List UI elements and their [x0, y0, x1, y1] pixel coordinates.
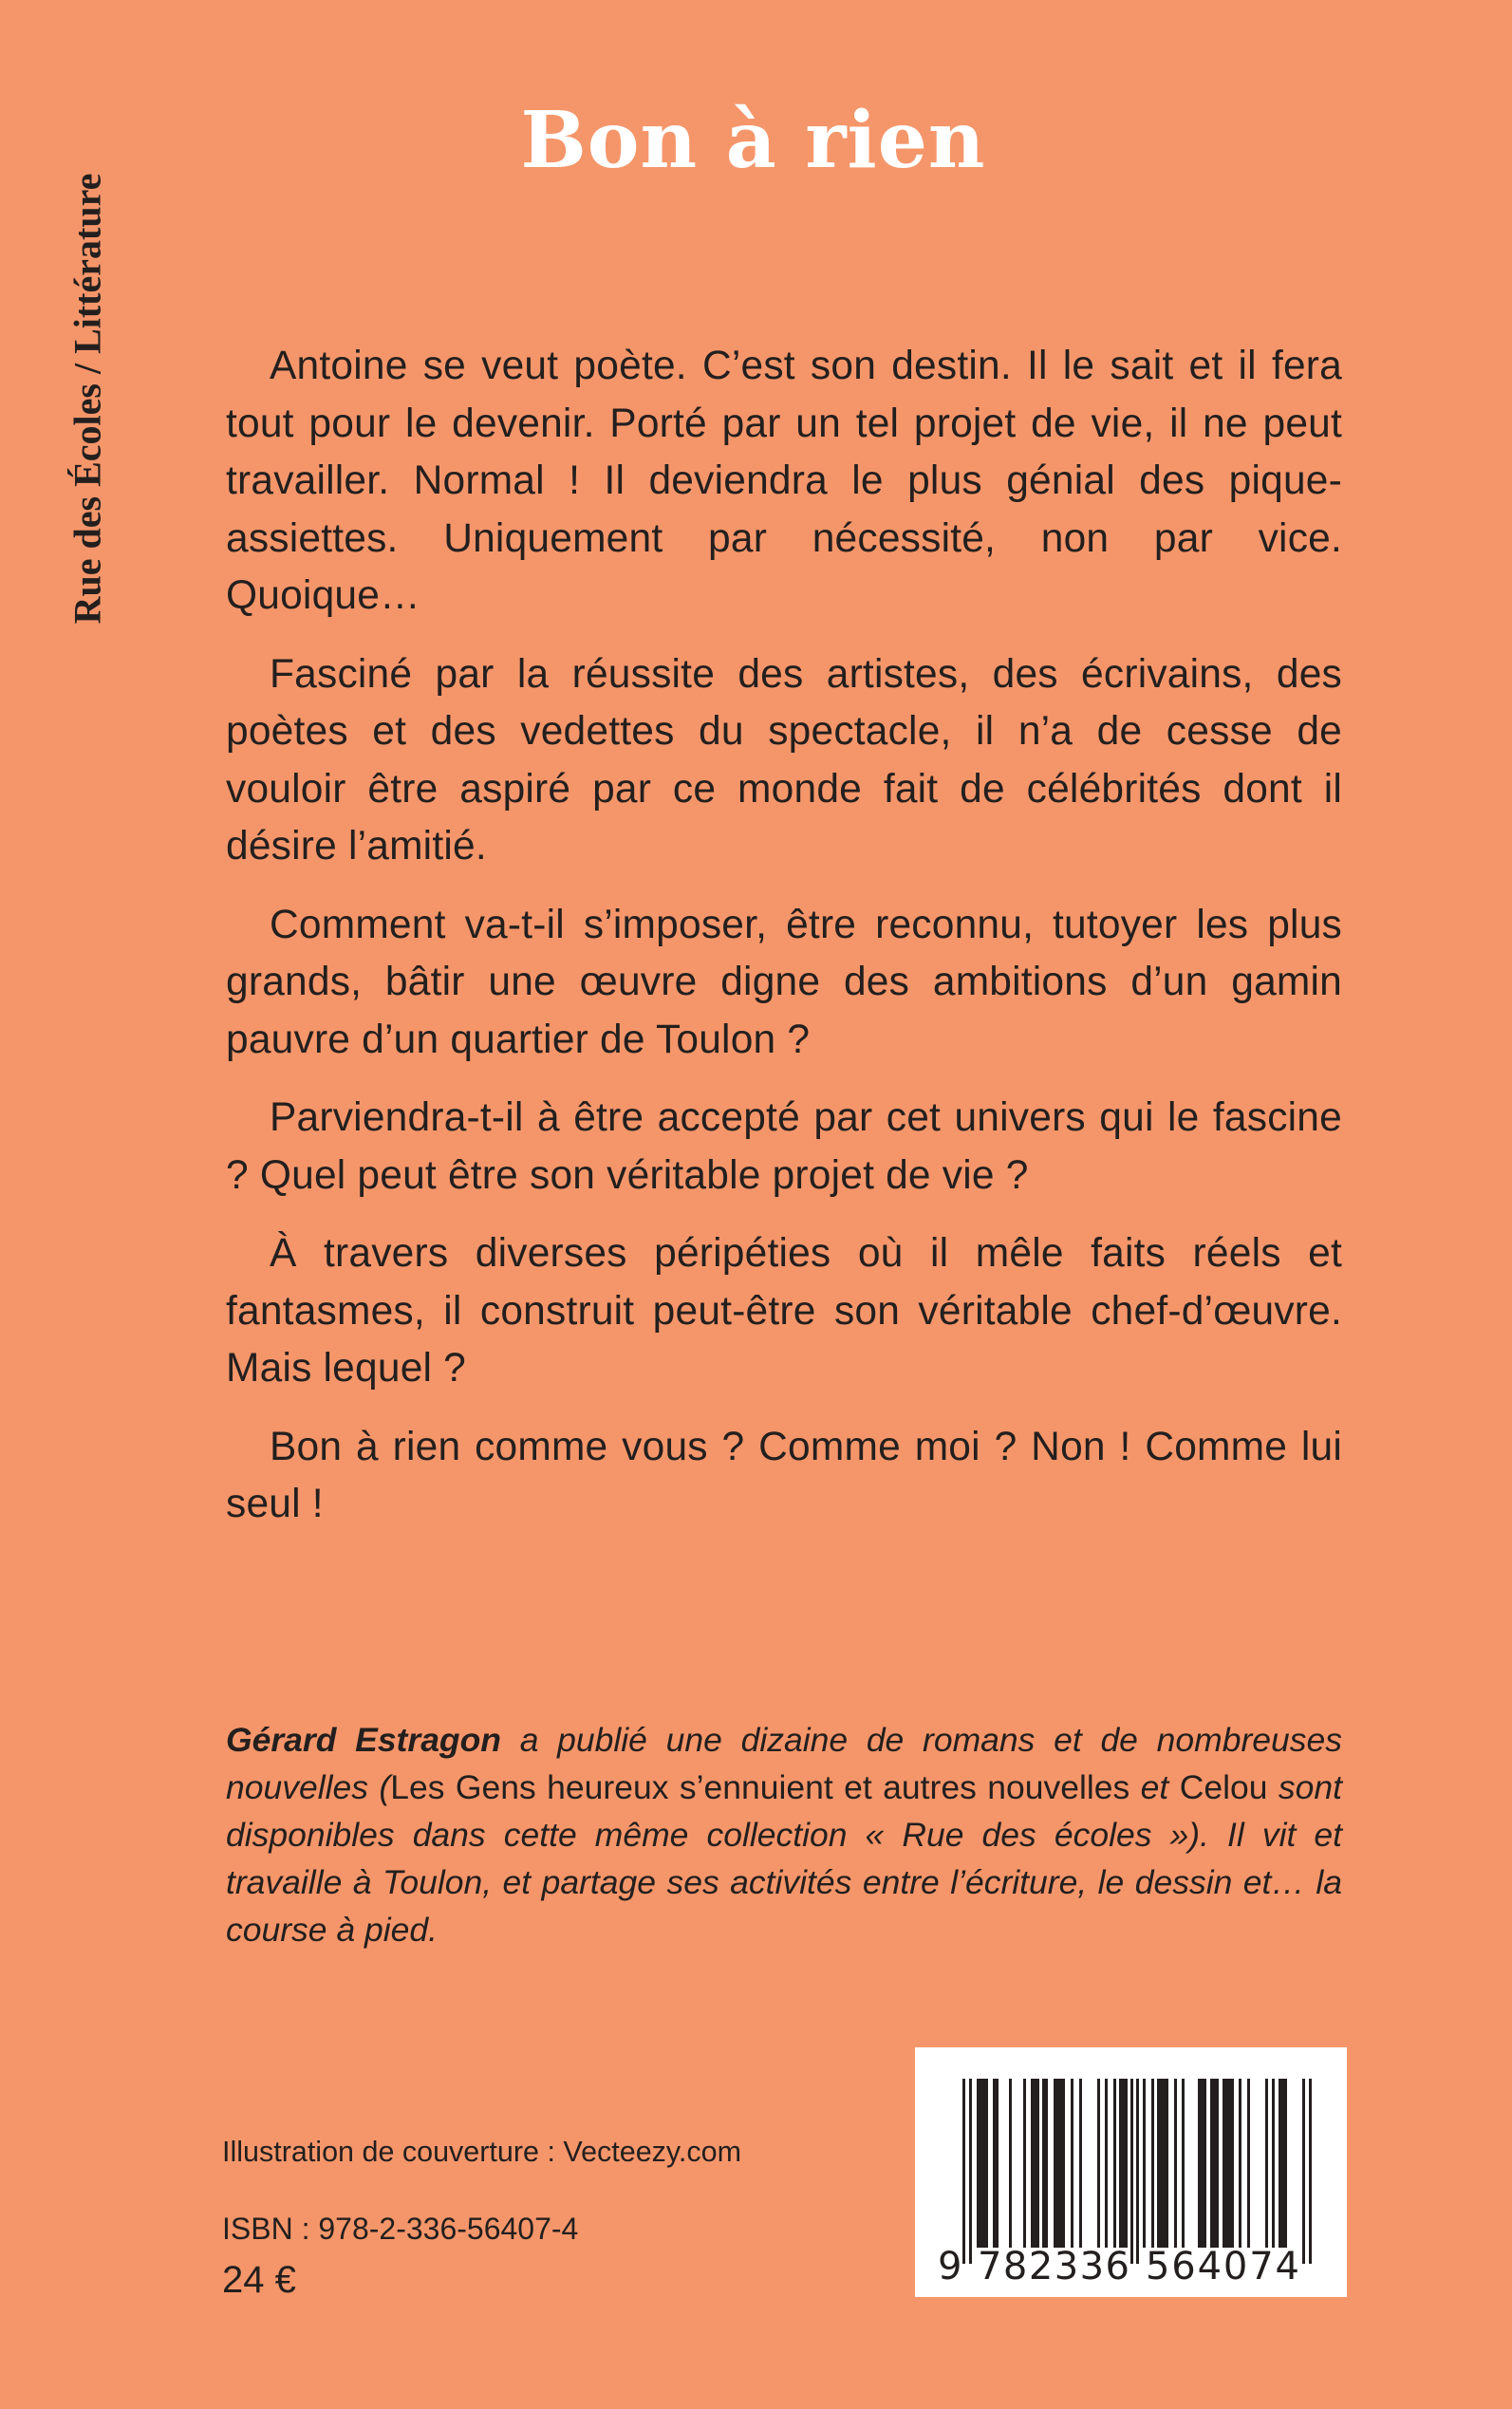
back-cover-blurb [226, 338, 1342, 1555]
book-title-ref: Les Gens heureux s’ennuient et autres nouvelles [390, 1768, 1130, 1806]
price: 24 € [222, 2259, 296, 2301]
illustration-credit: Illustration de couverture : Vecteezy.com [222, 2136, 742, 2168]
barcode-left-digits: 782336 [978, 2245, 1129, 2288]
bio-text: sont disponibles dans cette même collection « Rue des écoles »). Il vit et travaille à Toulon, et partage ses activités entre l’écriture, le dessin et… la course à pied. [226, 1768, 1342, 1949]
blurb-paragraph: Antoine se veut poète. C’est son destin. Il le sait et il fera tout pour le devenir. Porté par un tel projet de vie, il ne peut travailler. Normal ! Il deviendra le plus génial des pique-assiettes. Uniquement par nécessité, non par vice. Quoique… [226, 344, 1342, 618]
blurb-paragraph: Fasciné par la réussite des artistes, des écrivains, des poètes et des vedettes du spectacle, il n’a de cesse de vouloir être aspiré par ce monde fait de célébrités dont il désire l’amitié. [226, 651, 1342, 868]
blurb-paragraph: Parviendra-t-il à être accepté par cet univers qui le fascine ? Quel peut être son véritable projet de vie ? [226, 1095, 1342, 1198]
spine-collection-label [59, 104, 116, 693]
barcode-icon [915, 2047, 1347, 2297]
book-title-ref: Celou [1179, 1768, 1268, 1806]
barcode-first-digit: 9 [938, 2245, 962, 2288]
author-bio [226, 1716, 1342, 1953]
book-title [0, 95, 1512, 186]
blurb-paragraph: Bon à rien comme vous ? Comme moi ? Non ! Comme lui seul ! [226, 1424, 1342, 1526]
author-name: Gérard Estragon [226, 1721, 501, 1759]
barcode-right-digits: 564074 [1146, 2245, 1299, 2288]
bio-text: et [1129, 1768, 1180, 1806]
collection-name: Rue des Écoles / Littérature [65, 173, 109, 625]
bio-text: a publié une dizaine de romans et de nombreuses nouvelles ( [226, 1721, 1343, 1806]
isbn: ISBN : 978-2-336-56407-4 [222, 2212, 579, 2246]
blurb-paragraph: À travers diverses péripéties où il mêle faits réels et fantasmes, il construit peut-être son véritable chef-d’œuvre. Mais lequel ? [226, 1231, 1342, 1391]
book-title-text: Bon à rien [520, 95, 986, 186]
barcode [915, 2047, 1347, 2297]
blurb-paragraph: Comment va-t-il s’imposer, être reconnu, tutoyer les plus grands, bâtir une œuvre digne des ambitions d’un gamin pauvre d’un quartier de Toulon ? [226, 902, 1342, 1062]
